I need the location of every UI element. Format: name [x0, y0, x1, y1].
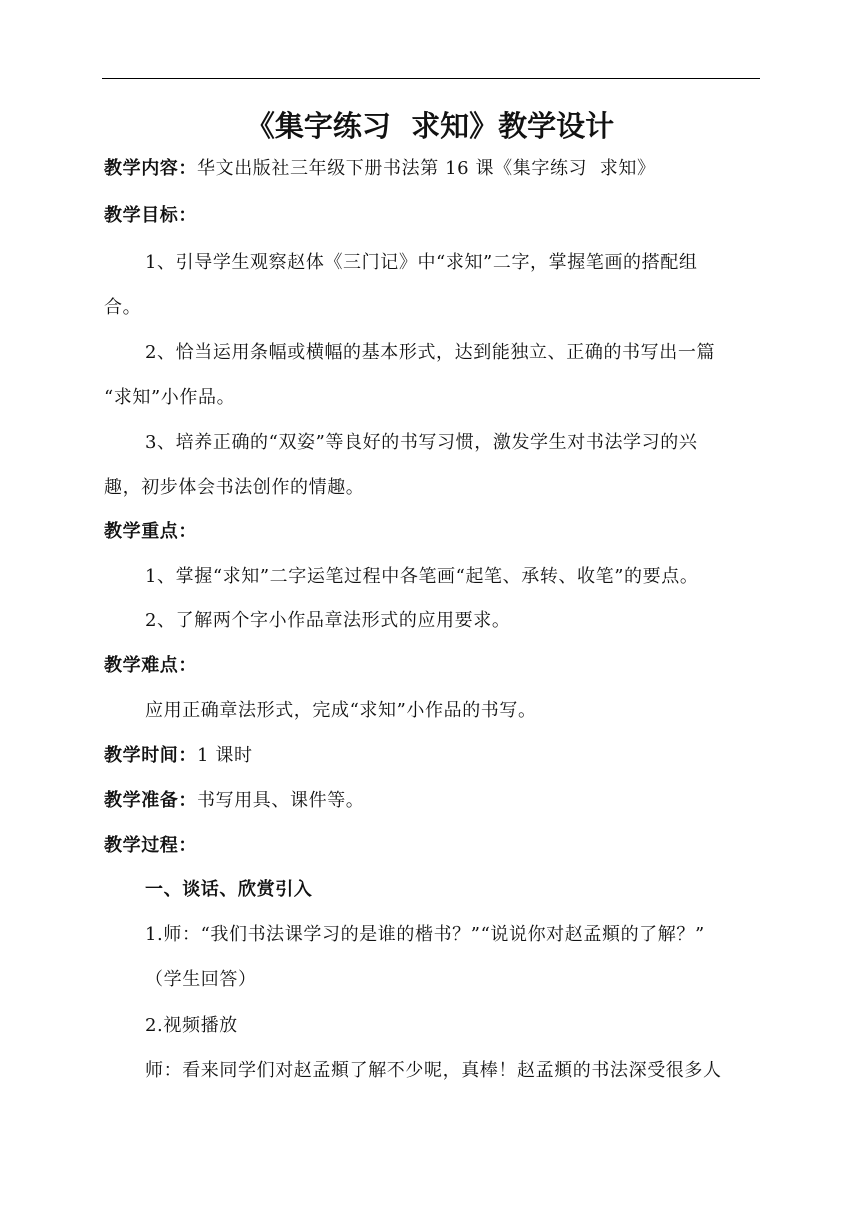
objective-2-line-2: “求知”小作品。 [104, 387, 236, 408]
key-point-2: 2、了解两个字小作品章法形式的应用要求。 [145, 610, 511, 631]
header-rule [102, 78, 760, 79]
objectives-label: 教学目标： [104, 205, 197, 226]
process-label: 教学过程： [104, 835, 197, 856]
page-title: 《集字练习 求知》教学设计 [245, 109, 615, 143]
content-label: 教学内容： [104, 158, 197, 179]
content-line [104, 155, 656, 183]
key-points-label: 教学重点： [104, 521, 197, 542]
objective-2-line-1: 2、恰当运用条幅或横幅的基本形式，达到能独立、正确的书写出一篇 [145, 342, 716, 363]
preparation-label: 教学准备： [104, 790, 197, 811]
process-teacher-line: 师：看来同学们对赵孟頫了解不少呢，真棒！赵孟頫的书法深受很多人 [145, 1060, 722, 1081]
key-point-1: 1、掌握“求知”二字运笔过程中各笔画“起笔、承转、收笔”的要点。 [145, 566, 699, 587]
process-step-2: 2.视频播放 [145, 1015, 238, 1036]
process-step-1-line-1: 1.师：“我们书法课学习的是谁的楷书？”“说说你对赵孟頫的了解？” [145, 924, 705, 945]
preparation-value: 书写用具、课件等。 [197, 790, 365, 811]
content-value: 华文出版社三年级下册书法第 16 课《集字练习 求知》 [197, 158, 656, 179]
objective-1-line-1: 1、引导学生观察赵体《三门记》中“求知”二字，掌握笔画的搭配组 [145, 252, 698, 273]
time-label: 教学时间： [104, 745, 197, 766]
preparation-line [104, 787, 364, 815]
difficulties-label: 教学难点： [104, 655, 197, 676]
process-step-1-line-2: （学生回答） [145, 969, 257, 990]
time-line [104, 742, 253, 770]
difficulty-1: 应用正确章法形式，完成“求知”小作品的书写。 [145, 700, 537, 721]
process-section-1-heading: 一、谈话、欣赏引入 [145, 879, 313, 900]
objective-1-line-2: 合。 [104, 297, 142, 318]
time-value: 1 课时 [197, 745, 253, 766]
objective-3-line-2: 趣，初步体会书法创作的情趣。 [104, 477, 365, 498]
objective-3-line-1: 3、培养正确的“双姿”等良好的书写习惯，激发学生对书法学习的兴 [145, 432, 698, 453]
